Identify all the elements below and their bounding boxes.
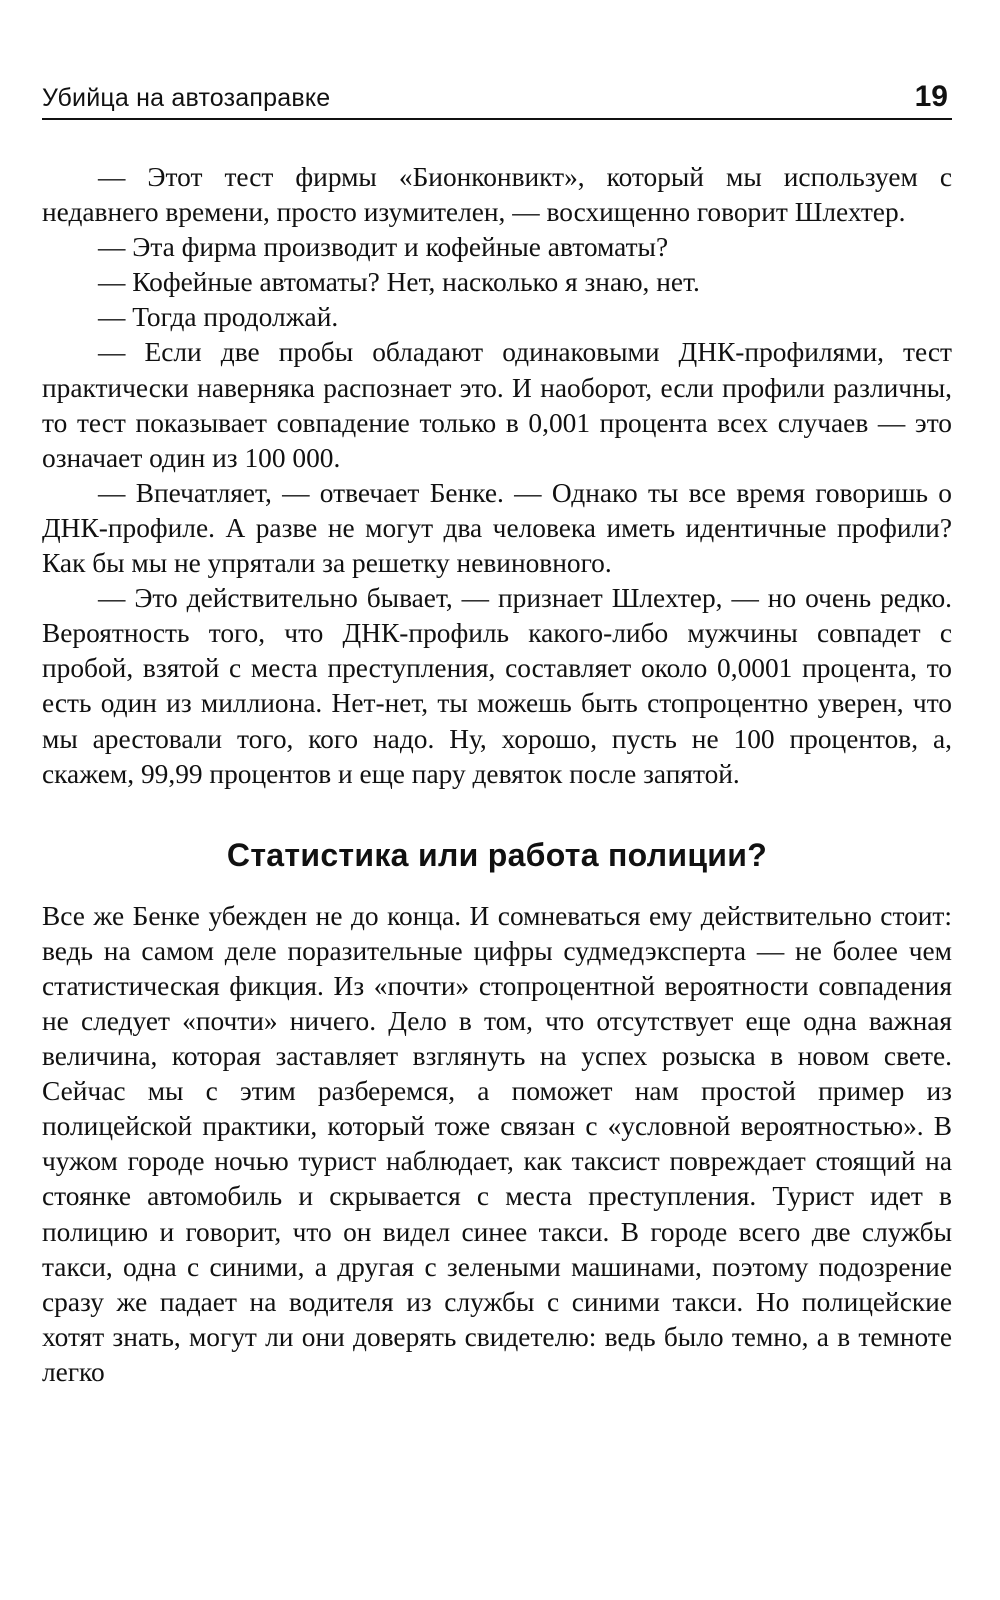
section-paragraph: Все же Бенке убежден не до конца. И сомневаться ему действительно стоит: ведь на самом деле поразительные цифры судмедэксперта — не более чем статистическая фикция. Из «почти» стопроцентной вероятности совпадения не следует «почти» ничего. Дело в том, что отсутствует еще одна важная величина, которая заставляет взглянуть на успех розыска в новом свете. Сейчас мы с этим разберемся, а поможет нам простой пример из полицейской практики, который тоже связан с «условной вероятностью». В чужом городе ночью турист наблюдает, как таксист повреждает стоящий на стоянке автомобиль и скрывается с места преступления. Турист идет в полицию и говорит, что он видел синее такси. В городе всего две службы такси, одна с синими, а другая с зелеными машинами, поэтому подозрение сразу же падает на водителя из службы с синими такси. Но полицейские хотят знать, могут ли они доверять свидетелю: ведь было темно, а в темноте легко <box>42 900 952 1387</box>
paragraph: — Кофейные автоматы? Нет, насколько я знаю, нет. <box>98 267 700 298</box>
main-text <box>42 160 952 1390</box>
paragraph: — Если две пробы обладают одинаковыми ДНК-профилями, тест практически наверняка распознает это. И наоборот, если профили различны, то тест показывает совпадение только в 0,001 процента всех случаев — это означает один из 100 000. <box>42 337 952 473</box>
book-page <box>42 0 952 1600</box>
paragraph: — Этот тест фирмы «Бионконвикт», который мы используем с недавнего времени, просто изумителен, — восхищенно говорит Шлехтер. <box>42 162 952 228</box>
paragraph: — Это действительно бывает, — признает Шлехтер, — но очень редко. Вероятность того, что ДНК-профиль какого-либо мужчины совпадет с пробой, взятой с места преступления, составляет около 0,0001 процента, то есть один из миллиона. Нет-нет, ты можешь быть стопроцентно уверен, что мы арестовали того, кого надо. Ну, хорошо, пусть не 100 процентов, а, скажем, 99,99 процентов и еще пару девяток после запятой. <box>42 583 952 789</box>
running-title: Убийца на автозаправке <box>42 84 331 112</box>
paragraph: — Эта фирма производит и кофейные автоматы? <box>98 232 669 263</box>
running-header <box>42 78 952 120</box>
page-number: 19 <box>914 80 948 113</box>
paragraph: — Впечатляет, — отвечает Бенке. — Однако ты все время говоришь о ДНК-профиле. А разве не могут два человека иметь идентичные профили? Как бы мы не упрятали за решетку невиновного. <box>42 477 952 579</box>
paragraph: — Тогда продолжай. <box>98 302 339 333</box>
section-heading: Статистика или работа полиции? <box>226 836 768 873</box>
